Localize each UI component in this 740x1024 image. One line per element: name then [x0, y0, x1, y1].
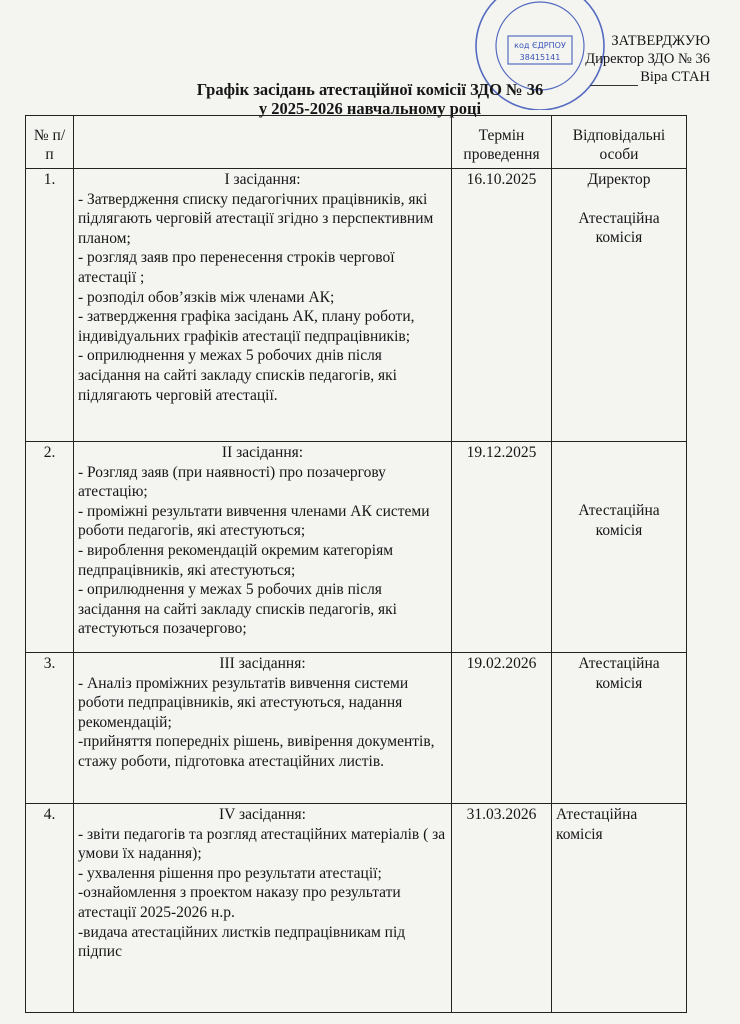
approval-line-1: ЗАТВЕРДЖУЮ	[611, 33, 710, 49]
row-date: 19.12.2025	[452, 442, 552, 653]
row-resp	[552, 442, 687, 653]
list-item: -видача атестаційних листків педпрацівникам під підпис	[78, 923, 406, 961]
header-row	[26, 116, 687, 169]
title-line-1: Графік засідань атестаційної комісії ЗДО № 36	[196, 80, 544, 99]
row-date: 16.10.2025	[452, 169, 552, 442]
list-item: - проміжні результати вивчення членами АК системи роботи педагогів, які атестуються;	[78, 502, 430, 540]
row-resp: Атестаційна комісія	[552, 653, 687, 804]
row-num: 3.	[26, 653, 74, 804]
approval-line-2: Директор ЗДО № 36	[585, 51, 710, 67]
list-item: - оприлюднення у межах 5 робочих днів після засідання на сайті закладу списків педагогів, які підлягають черговій атестації.	[78, 347, 397, 404]
list-item: - затвердження графіка засідань АК, плану роботи, індивідуальних графіків атестації педпрацівників;	[78, 308, 415, 345]
stamp-code-label: код ЄДРПОУ	[514, 41, 566, 50]
resp-commission: Атестаційна комісія	[578, 502, 660, 539]
list-item: - ухвалення рішення про результати атестації;	[78, 864, 382, 882]
list-item: - вироблення рекомендацій окремим категоріям педпрацівників, які атестуються;	[78, 541, 394, 579]
title-line-2: у 2025-2026 навчальному році	[258, 99, 482, 118]
table-row	[26, 442, 687, 653]
approval-block	[560, 32, 710, 86]
session-title: ІІІ засідання:	[219, 655, 306, 672]
list-item: - Затвердження списку педагогічних працівників, які підлягають черговій атестації згідно з перспективним планом;	[78, 190, 434, 247]
header-date: Термін проведення	[452, 116, 552, 169]
row-content	[74, 442, 452, 653]
list-item: - Розгляд заяв (при наявності) про позачергову атестацію;	[78, 463, 386, 501]
row-date: 19.02.2026	[452, 653, 552, 804]
list-item: - розподіл обов’язків між членами АК;	[78, 288, 335, 306]
header-num: № п/п	[26, 116, 74, 169]
session-title: І засідання:	[224, 171, 301, 188]
header-content	[74, 116, 452, 169]
header-resp: Відповідальні особи	[552, 116, 687, 169]
list-item: - розгляд заяв про перенесення строків чергової атестації ;	[78, 249, 395, 286]
session-title: IV засідання:	[219, 806, 306, 823]
row-num: 2.	[26, 442, 74, 653]
row-content	[74, 653, 452, 804]
approval-name: Віра СТАН	[640, 69, 710, 85]
row-content	[74, 804, 452, 1013]
list-item: -ознайомлення з проектом наказу про результати атестації 2025-2026 н.р.	[78, 884, 401, 921]
row-resp: Атестаційна комісія	[552, 804, 687, 1013]
stamp-code: 38415141	[519, 53, 561, 62]
table-row	[26, 804, 687, 1013]
row-resp	[552, 169, 687, 442]
schedule-table	[25, 115, 687, 1013]
list-item: - оприлюднення у межах 5 робочих днів після засідання на сайті закладу списків педагогів, які атестуються позачергово;	[78, 581, 397, 638]
list-item: - Аналіз проміжних результатів вивчення системи роботи педпрацівників, які атестуються, надання рекомендацій;	[78, 674, 409, 731]
resp-commission: Атестаційна комісія	[578, 209, 660, 247]
row-num: 4.	[26, 804, 74, 1013]
table-row	[26, 169, 687, 442]
row-content	[74, 169, 452, 442]
table-row	[26, 653, 687, 804]
resp-director: Директор	[587, 171, 651, 188]
list-item: - звіти педагогів та розгляд атестаційних матеріалів ( за умови їх надання);	[78, 825, 446, 863]
row-date: 31.03.2026	[452, 804, 552, 1013]
list-item: -прийняття попередніх рішень, вивірення документів, стажу роботи, підготовка атестаційних листів.	[78, 733, 435, 770]
row-num: 1.	[26, 169, 74, 442]
session-title: ІІ засідання:	[221, 444, 304, 461]
page-title	[0, 80, 740, 118]
